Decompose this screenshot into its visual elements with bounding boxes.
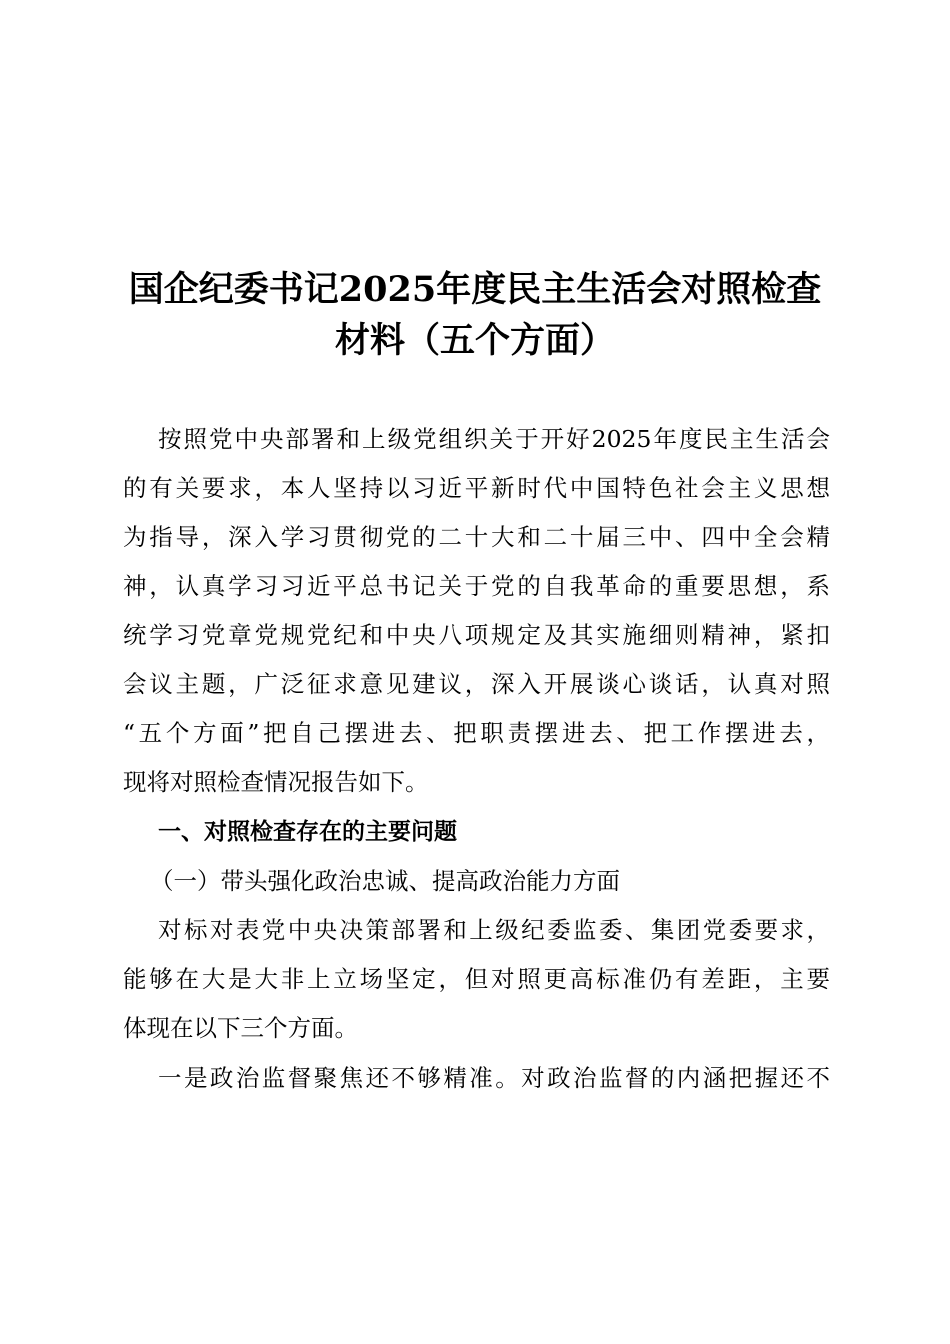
section-heading: 一、对照检查存在的主要问题 — [158, 819, 457, 845]
document-title-line-1: 国企纪委书记2025年度民主生活会对照检查 — [128, 269, 822, 310]
intro-paragraph-line: 的有关要求，本人坚持以习近平新时代中国特色社会主义思想 — [123, 474, 830, 502]
intro-paragraph-line: “五个方面”把自己摆进去、把职责摆进去、把工作摆进去， — [123, 719, 830, 747]
intro-paragraph-line: 神，认真学习习近平总书记关于党的自我革命的重要思想，系 — [123, 572, 830, 600]
intro-paragraph-line: 现将对照检查情况报告如下。 — [123, 768, 429, 796]
intro-paragraph-line: 按照党中央部署和上级党组织关于开好2025年度民主生活会 — [158, 425, 830, 453]
body-paragraph-line: 一是政治监督聚焦还不够精准。对政治监督的内涵把握还不 — [158, 1064, 830, 1092]
body-paragraph-line: 能够在大是大非上立场坚定，但对照更高标准仍有差距，主要 — [123, 965, 830, 993]
intro-paragraph-line: 会议主题，广泛征求意见建议，深入开展谈心谈话，认真对照 — [123, 670, 830, 698]
intro-paragraph-line: 统学习党章党规党纪和中央八项规定及其实施细则精神，紧扣 — [123, 621, 830, 649]
body-paragraph-line: 体现在以下三个方面。 — [123, 1014, 358, 1042]
subsection-heading: （一）带头强化政治忠诚、提高政治能力方面 — [150, 867, 620, 895]
body-paragraph-line: 对标对表党中央决策部署和上级纪委监委、集团党委要求， — [158, 916, 830, 944]
document-title-line-2: 材料（五个方面） — [334, 320, 615, 361]
intro-paragraph-line: 为指导，深入学习贯彻党的二十大和二十届三中、四中全会精 — [123, 523, 830, 551]
